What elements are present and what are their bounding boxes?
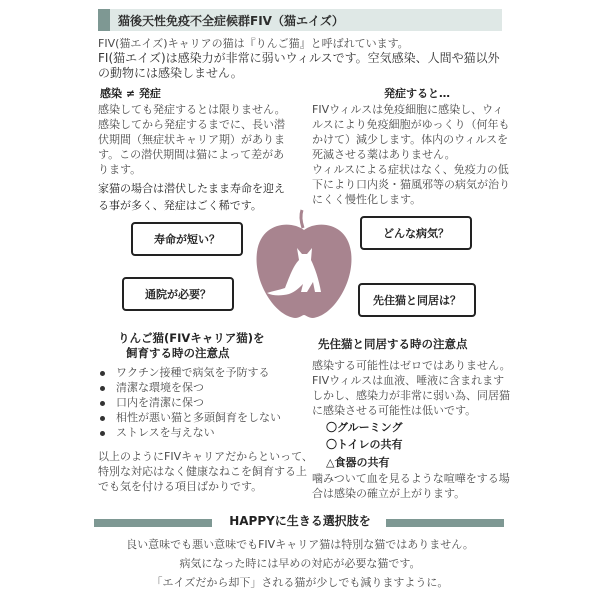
happy-bar-left	[94, 519, 212, 527]
bubble-cohabit-label: 先住猫と同居は？	[373, 294, 461, 307]
bubble-lifespan-label: 寿命が短い？	[154, 233, 220, 246]
bullet-icon	[100, 401, 105, 406]
onset-heading: 発症すると…	[384, 87, 450, 100]
care-bullet-3: 口内を清潔に保つ	[116, 396, 204, 409]
page-title: 猫後天性免疫不全症候群FIV（猫エイズ）	[118, 14, 344, 28]
care-heading-1: りんご猫(FIVキャリア猫)を	[118, 331, 265, 345]
bullet-icon	[100, 431, 105, 436]
bubble-hospital	[122, 277, 234, 311]
intro-line-1: FIV(猫エイズ)キャリアの猫は『りんご猫』と呼ばれています。	[98, 37, 409, 50]
bullet-icon	[100, 416, 105, 421]
happy-bar-right	[386, 519, 504, 527]
bubble-illness	[360, 216, 472, 250]
onset-line-2: ルスにより免疫細胞がゆっくり（何年も	[312, 118, 510, 131]
happy-heading: HAPPYに生きる選択肢を	[229, 514, 371, 528]
onset-line-4: 死滅させる薬はありません。	[312, 148, 456, 161]
cohabit-item-grooming: 〇グルーミング	[326, 421, 403, 434]
apple-cat-illustration	[245, 208, 363, 326]
infection-line-2: 感染してから発症するまでに、長い潜	[98, 118, 285, 131]
cohabit-line-4: に感染させる可能性は低いです。	[312, 404, 477, 417]
care-footer-1: 以上のようにFIVキャリアだからといって、	[98, 450, 313, 463]
happy-line-1: 良い意味でも悪い意味でもFIVキャリア猫は特別な猫ではありません。	[126, 538, 474, 551]
care-footer-2: 特別な対応はなく健康なねこを飼育する上	[98, 465, 307, 478]
onset-line-3: かけて）減少します。体内のウィルスを	[312, 133, 509, 146]
onset-line-5: ウィルスによる症状はなく、免疫力の低	[312, 163, 509, 176]
bubble-lifespan	[131, 222, 243, 256]
bubble-cohabit	[358, 283, 476, 317]
infection-heading: 感染 ≠ 発症	[100, 87, 161, 100]
onset-line-6: 下により口内炎・猫風邪等の病気が治り	[312, 178, 510, 191]
house-cat-line-1: 家猫の場合は潜伏したまま寿命を迎え	[98, 182, 285, 195]
cohabit-line-3: しかし、感染力が非常に弱い為、同居猫	[312, 389, 510, 402]
intro-line-2: FI(猫エイズ)は感染力が非常に弱いウィルスです。空気感染、人間や猫以外	[98, 51, 500, 65]
cohabit-heading: 先住猫と同居する時の注意点	[318, 337, 468, 351]
cohabit-item-toilet: 〇トイレの共有	[326, 438, 403, 451]
infection-line-4: す。この潜伏期間は猫によって差があ	[98, 148, 285, 161]
bullet-icon	[100, 371, 105, 376]
cohabit-line-1: 感染する可能性はゼロではありません。	[312, 359, 511, 372]
infection-line-1: 感染しても発症するとは限りません。	[98, 103, 286, 116]
care-bullet-1: ワクチン接種で病気を予防する	[116, 366, 270, 379]
happy-line-2: 病気になった時には早めの対応が必要な猫です。	[179, 557, 421, 570]
bubble-hospital-label: 通院が必要？	[145, 288, 211, 301]
house-cat-line-2: る事が多く、発症はごく稀です。	[98, 199, 262, 212]
onset-line-7: にくく慢性化します。	[312, 193, 422, 206]
infection-line-5: ります。	[98, 163, 142, 176]
care-bullet-2: 清潔な環境を保つ	[116, 381, 204, 394]
header-accent-stripe	[98, 9, 110, 31]
cohabit-end-2: 合は感染の確立が上がります。	[312, 487, 466, 500]
onset-line-1: FIVウィルスは免疫細胞に感染し、ウィ	[312, 103, 504, 116]
intro-line-3: の動物には感染しません。	[98, 66, 243, 80]
care-bullet-4: 相性が悪い猫と多頭飼育をしない	[116, 411, 281, 424]
cohabit-end-1: 噛みついて血を見るような喧嘩をする場	[312, 472, 510, 485]
infection-line-3: 伏期間（無症状キャリア期）がありま	[98, 133, 285, 146]
apple-stem-icon	[301, 210, 303, 228]
bullet-icon	[100, 386, 105, 391]
care-bullet-5: ストレスを与えない	[116, 426, 215, 439]
cohabit-item-dishes: △食器の共有	[326, 456, 390, 469]
happy-line-3: 「エイズだから却下」される猫が少しでも減りますように。	[151, 576, 449, 589]
care-footer-3: でも気を付ける項目ばかりです。	[98, 480, 263, 493]
care-heading-2: 飼育する時の注意点	[126, 346, 230, 360]
cohabit-line-2: FIVウィルスは血液、唾液に含まれます	[312, 374, 505, 387]
bubble-illness-label: どんな病気？	[383, 227, 449, 240]
